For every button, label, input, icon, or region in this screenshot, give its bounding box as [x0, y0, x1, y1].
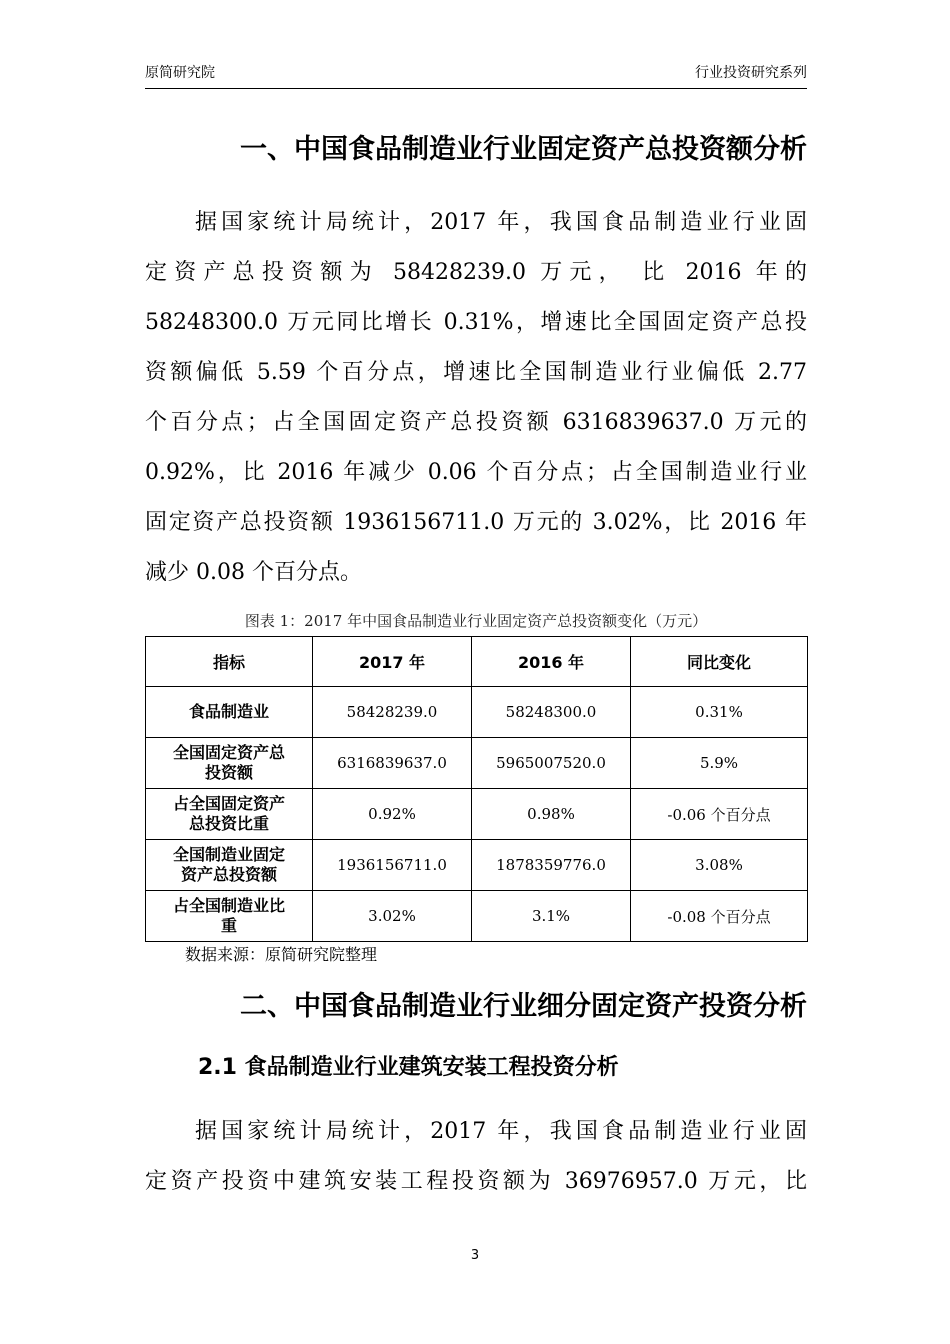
cell-change: 0.31%	[631, 687, 808, 738]
cell-change: -0.06 个百分点	[631, 789, 808, 840]
row-label	[146, 840, 313, 891]
paragraph-line: 资额偏低 5.59 个百分点，增速比全国制造业行业偏低 2.77	[145, 360, 807, 385]
paragraph-line: 58248300.0 万元同比增长 0.31%，增速比全国固定资产总投	[145, 310, 807, 335]
subsection-title: 2.1 食品制造业行业建筑安装工程投资分析	[198, 1055, 619, 1080]
row-label-line: 全国固定资产总	[172, 743, 285, 762]
row-label	[146, 738, 313, 789]
header-org-name: 原简研究院	[145, 65, 215, 81]
table-row	[146, 738, 808, 789]
paragraph-line: 0.92%，比 2016 年减少 0.06 个百分点；占全国制造业行业	[145, 460, 807, 485]
row-label	[146, 891, 313, 942]
cell-2016: 58248300.0	[472, 687, 631, 738]
section1-title: 一、中国食品制造业行业固定资产总投资额分析	[240, 134, 807, 165]
paragraph-line: 固定资产总投资额 1936156711.0 万元的 3.02%，比 2016 年	[145, 510, 807, 535]
row-label	[146, 687, 313, 738]
cell-2017: 0.92%	[313, 789, 472, 840]
table-row	[146, 891, 808, 942]
table-header-row	[146, 637, 808, 687]
table-caption: 图表 1：2017 年中国食品制造业行业固定资产总投资额变化（万元）	[244, 612, 708, 630]
row-label-line: 投资额	[204, 763, 253, 782]
cell-2016: 3.1%	[472, 891, 631, 942]
column-header: 2017 年	[313, 637, 472, 687]
row-label-line: 总投资比重	[188, 814, 269, 833]
column-header: 同比变化	[631, 637, 808, 687]
cell-change: -0.08 个百分点	[631, 891, 808, 942]
cell-2017: 1936156711.0	[313, 840, 472, 891]
paragraph-line: 定资产投资中建筑安装工程投资额为 36976957.0 万元，比	[145, 1169, 807, 1194]
paragraph-line: 据国家统计局统计，2017 年，我国食品制造业行业固	[195, 210, 807, 235]
page-number: 3	[470, 1248, 480, 1263]
row-label-line: 占全国固定资产	[172, 794, 285, 813]
paragraph-line: 减少 0.08 个百分点。	[145, 560, 362, 585]
cell-2017: 3.02%	[313, 891, 472, 942]
cell-2016: 5965007520.0	[472, 738, 631, 789]
cell-change: 5.9%	[631, 738, 808, 789]
section2-title: 二、中国食品制造业行业细分固定资产投资分析	[240, 991, 807, 1022]
cell-2017: 6316839637.0	[313, 738, 472, 789]
header-series-name: 行业投资研究系列	[695, 65, 807, 81]
table-row	[146, 687, 808, 738]
row-label	[146, 789, 313, 840]
row-label-line: 全国制造业固定	[172, 845, 285, 864]
column-header: 2016 年	[472, 637, 631, 687]
row-label-line: 资产总投资额	[180, 865, 277, 884]
cell-2016: 1878359776.0	[472, 840, 631, 891]
table-row	[146, 789, 808, 840]
table-source-note: 数据来源：原简研究院整理	[185, 945, 378, 964]
cell-change: 3.08%	[631, 840, 808, 891]
investment-table	[145, 636, 808, 942]
paragraph-line: 定资产总投资额为 58428239.0 万元， 比 2016 年的	[145, 260, 807, 285]
section1-paragraph	[145, 198, 807, 598]
section2-paragraph	[145, 1107, 807, 1207]
row-label-line: 重	[220, 916, 237, 935]
column-header: 指标	[146, 637, 313, 687]
page-header	[145, 62, 807, 89]
row-label-line: 食品制造业	[188, 702, 269, 721]
row-label-line: 占全国制造业比	[172, 896, 285, 915]
paragraph-line: 个百分点；占全国固定资产总投资额 6316839637.0 万元的	[145, 410, 807, 435]
table-row	[146, 840, 808, 891]
cell-2016: 0.98%	[472, 789, 631, 840]
paragraph-line: 据国家统计局统计，2017 年，我国食品制造业行业固	[195, 1119, 807, 1144]
cell-2017: 58428239.0	[313, 687, 472, 738]
